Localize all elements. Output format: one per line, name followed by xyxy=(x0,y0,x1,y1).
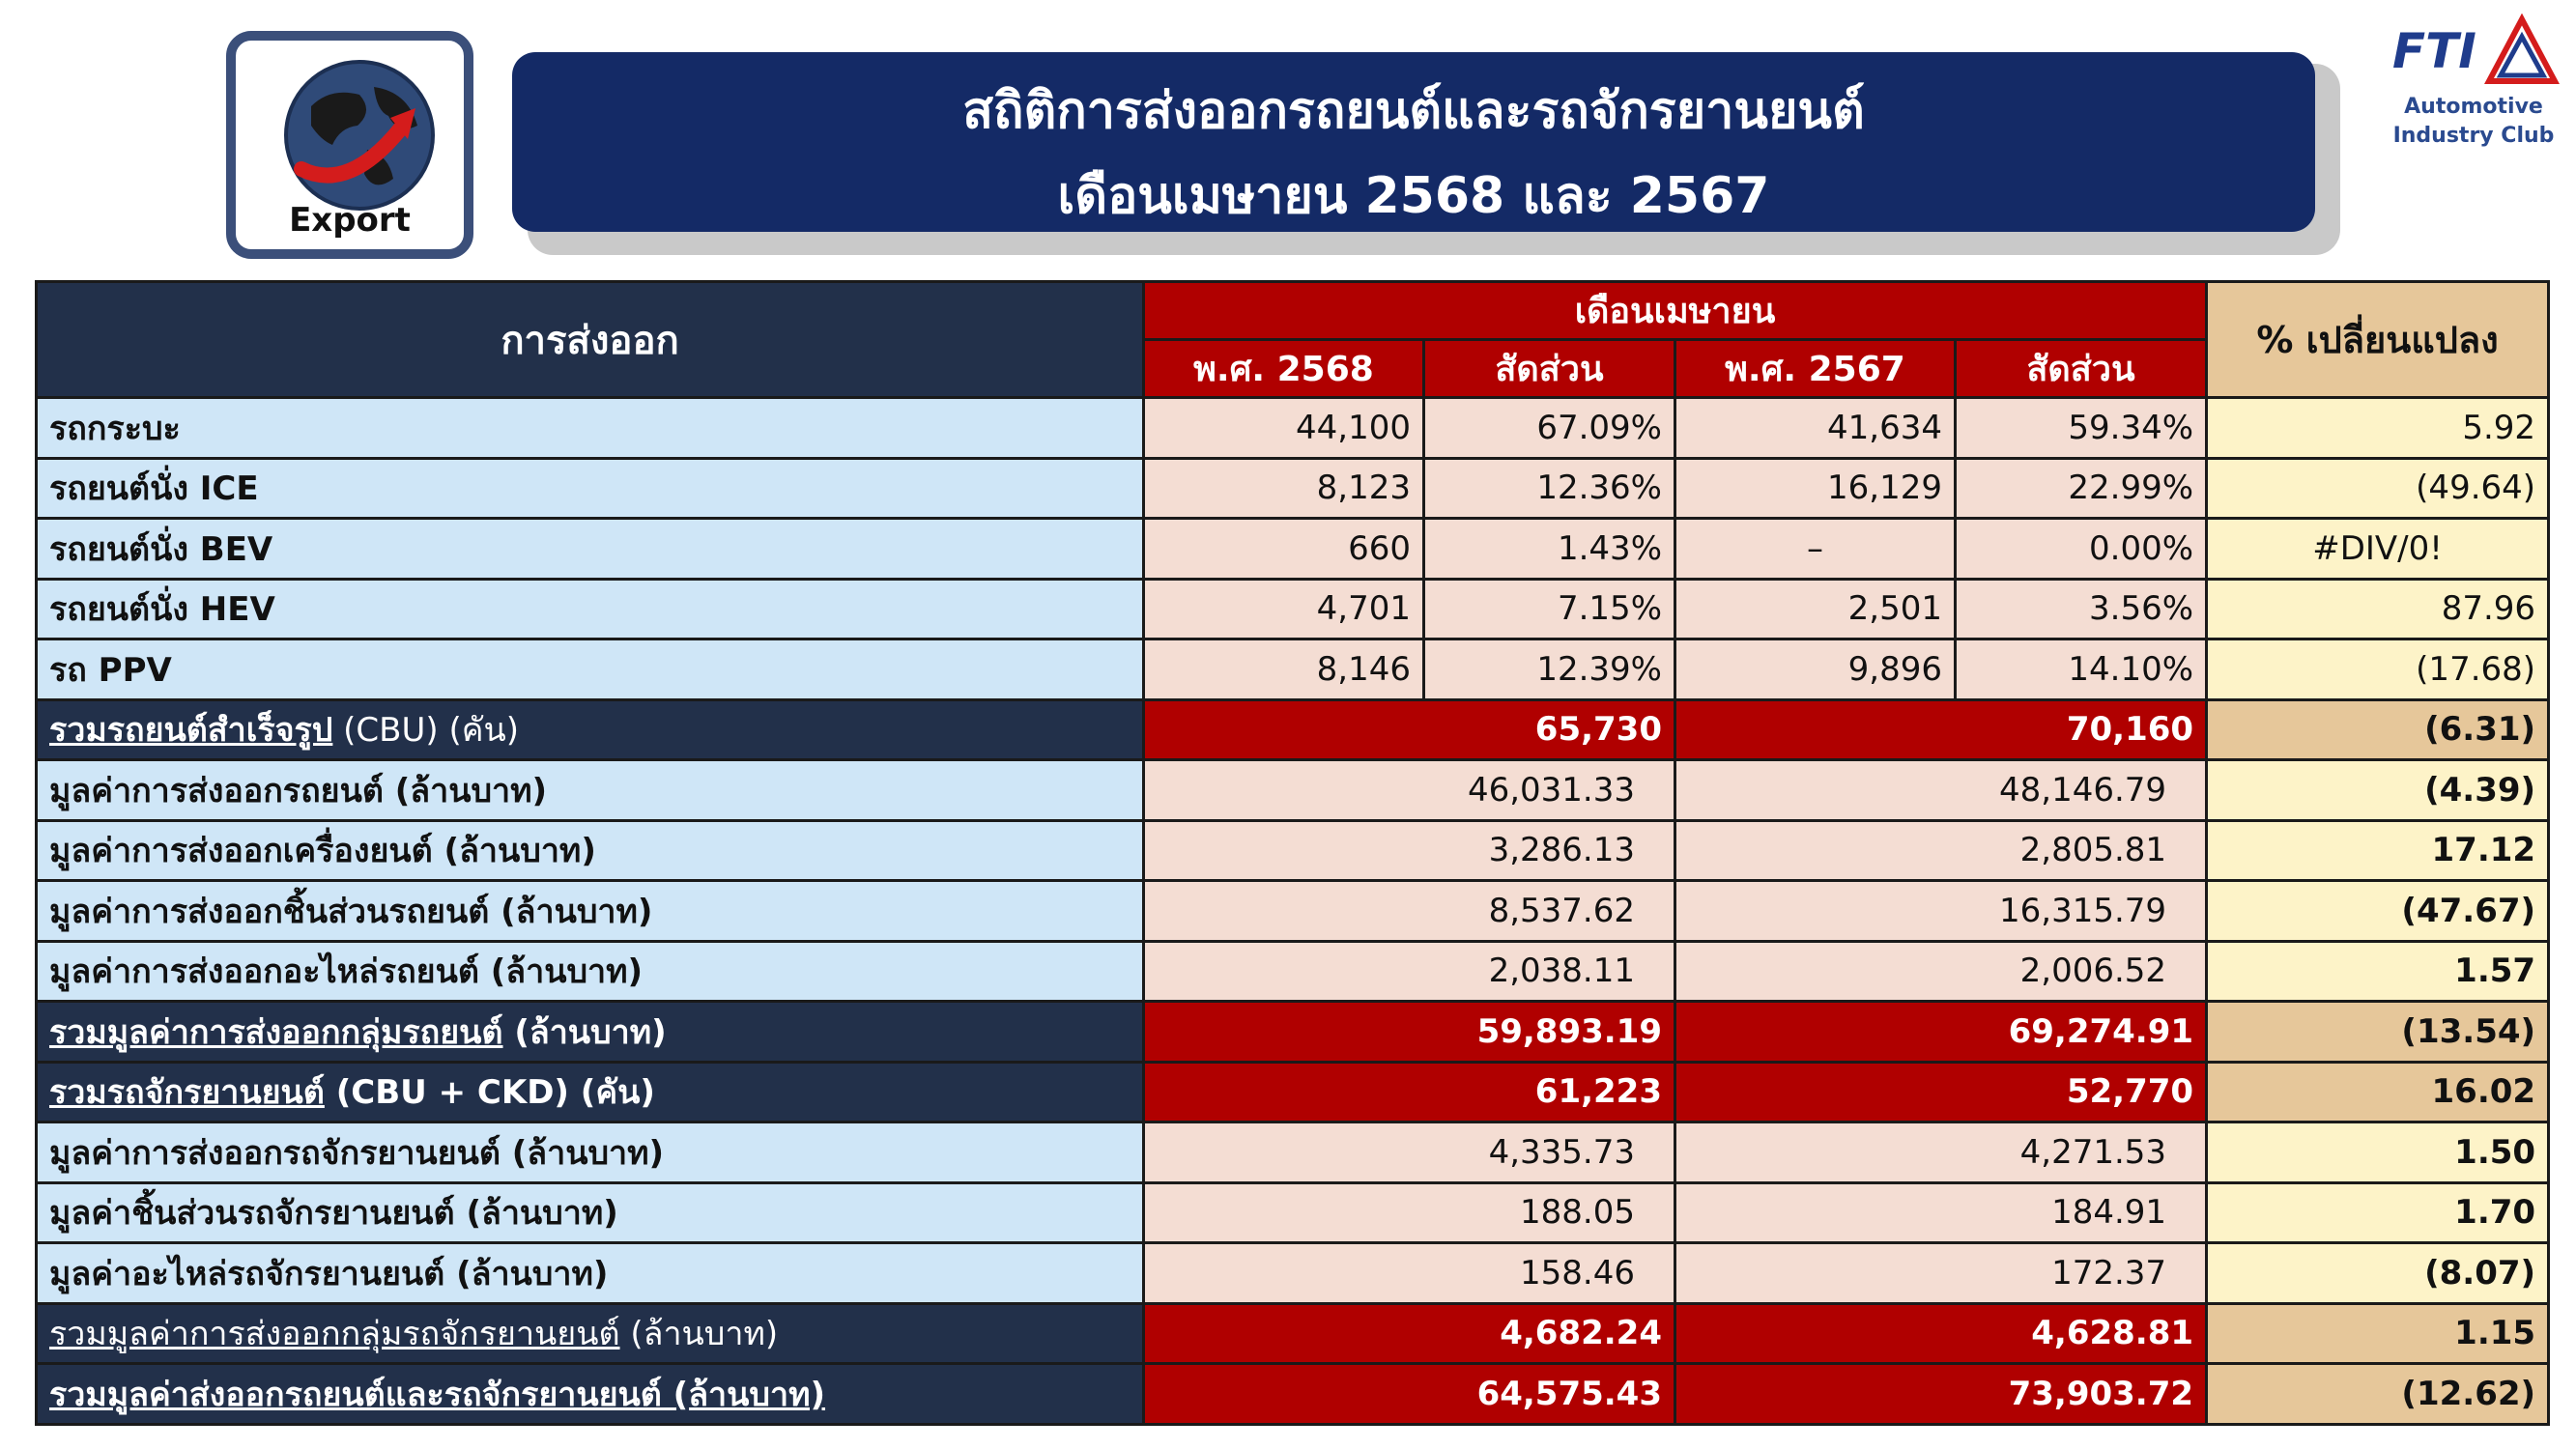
value-2568: 158.46 xyxy=(1144,1243,1675,1304)
table-row xyxy=(37,941,2549,1002)
grand-total-row xyxy=(37,1364,2549,1425)
share-2567: 22.99% xyxy=(1956,458,2207,519)
label-rest: (ล้านบาท) xyxy=(619,1315,779,1354)
table-row xyxy=(37,639,2549,700)
subheader-share-2568: สัดส่วน xyxy=(1424,340,1675,398)
value-2567: 9,896 xyxy=(1675,639,1956,700)
share-2568: 7.15% xyxy=(1424,579,1675,639)
value-2567: 16,129 xyxy=(1675,458,1956,519)
change-pct: 5.92 xyxy=(2207,398,2549,459)
table-row xyxy=(37,458,2549,519)
title-banner xyxy=(512,52,2315,232)
row-label: มูลค่าอะไหล่รถจักรยานยนต์ (ล้านบาท) xyxy=(37,1243,1144,1304)
value-2567: 2,805.81 xyxy=(1675,820,2207,881)
subheader-2567: พ.ศ. 2567 xyxy=(1675,340,1956,398)
row-label xyxy=(37,1303,1144,1364)
row-label: รถ PPV xyxy=(37,639,1144,700)
value-2568: 59,893.19 xyxy=(1144,1002,1675,1063)
change-pct: 16.02 xyxy=(2207,1062,2549,1122)
change-pct: (6.31) xyxy=(2207,699,2549,760)
change-pct: (4.39) xyxy=(2207,760,2549,821)
value-2568: 65,730 xyxy=(1144,699,1675,760)
fti-subtitle-line-1: Automotive xyxy=(2404,95,2543,119)
row-label xyxy=(37,699,1144,760)
share-2568: 1.43% xyxy=(1424,519,1675,580)
header-month: เดือนเมษายน xyxy=(1144,282,2207,340)
share-2567: 14.10% xyxy=(1956,639,2207,700)
share-2567: 0.00% xyxy=(1956,519,2207,580)
change-pct: (49.64) xyxy=(2207,458,2549,519)
value-2567: 70,160 xyxy=(1675,699,2207,760)
value-2567: – xyxy=(1675,519,1956,580)
value-2568: 188.05 xyxy=(1144,1182,1675,1243)
value-2568: 4,335.73 xyxy=(1144,1122,1675,1183)
row-label: มูลค่าการส่งออกรถยนต์ (ล้านบาท) xyxy=(37,760,1144,821)
total-row-car-group xyxy=(37,1002,2549,1063)
value-2568: 4,701 xyxy=(1144,579,1424,639)
row-label xyxy=(37,1062,1144,1122)
total-row-motorcycle-group xyxy=(37,1303,2549,1364)
value-2567: 48,146.79 xyxy=(1675,760,2207,821)
header-export: การส่งออก xyxy=(37,282,1144,398)
value-2568: 660 xyxy=(1144,519,1424,580)
export-logo xyxy=(226,31,473,259)
value-2567: 73,903.72 xyxy=(1675,1364,2207,1425)
row-label xyxy=(37,1364,1144,1425)
share-2568: 12.36% xyxy=(1424,458,1675,519)
label-rest: (CBU) (คัน) xyxy=(332,711,519,751)
row-label: มูลค่าการส่งออกอะไหล่รถยนต์ (ล้านบาท) xyxy=(37,941,1144,1002)
value-2567: 69,274.91 xyxy=(1675,1002,2207,1063)
value-2568: 64,575.43 xyxy=(1144,1364,1675,1425)
change-pct: 17.12 xyxy=(2207,820,2549,881)
value-2567: 2,006.52 xyxy=(1675,941,2207,1002)
change-pct: 1.15 xyxy=(2207,1303,2549,1364)
change-pct: 1.57 xyxy=(2207,941,2549,1002)
globe-export-icon xyxy=(282,58,437,213)
value-2567: 16,315.79 xyxy=(1675,881,2207,942)
value-2568: 3,286.13 xyxy=(1144,820,1675,881)
value-2567: 4,628.81 xyxy=(1675,1303,2207,1364)
row-label: มูลค่าชิ้นส่วนรถจักรยานยนต์ (ล้านบาท) xyxy=(37,1182,1144,1243)
row-label: มูลค่าการส่งออกรถจักรยานยนต์ (ล้านบาท) xyxy=(37,1122,1144,1183)
change-pct: (12.62) xyxy=(2207,1364,2549,1425)
value-2567: 172.37 xyxy=(1675,1243,2207,1304)
label-underlined: รวมมูลค่าการส่งออกกลุ่มรถจักรยานยนต์ xyxy=(49,1315,620,1354)
fti-triangle-icon xyxy=(2483,14,2561,91)
subheader-share-2567: สัดส่วน xyxy=(1956,340,2207,398)
share-2567: 59.34% xyxy=(1956,398,2207,459)
change-pct: 1.50 xyxy=(2207,1122,2549,1183)
change-pct: (8.07) xyxy=(2207,1243,2549,1304)
value-2567: 41,634 xyxy=(1675,398,1956,459)
change-pct: #DIV/0! xyxy=(2207,519,2549,580)
change-pct: (17.68) xyxy=(2207,639,2549,700)
value-2568: 2,038.11 xyxy=(1144,941,1675,1002)
header-change: % เปลี่ยนแปลง xyxy=(2207,282,2549,398)
value-2567: 184.91 xyxy=(1675,1182,2207,1243)
share-2567: 3.56% xyxy=(1956,579,2207,639)
table-row xyxy=(37,1243,2549,1304)
label-underlined: รวมมูลค่าส่งออกรถยนต์และรถจักรยานยนต์ (ล้านบาท) xyxy=(49,1376,826,1415)
table-row xyxy=(37,760,2549,821)
value-2568: 61,223 xyxy=(1144,1062,1675,1122)
row-label xyxy=(37,1002,1144,1063)
value-2568: 8,146 xyxy=(1144,639,1424,700)
value-2567: 4,271.53 xyxy=(1675,1122,2207,1183)
label-rest: (CBU + CKD) (คัน) xyxy=(324,1073,655,1113)
fti-logo-subtitle xyxy=(2387,93,2561,151)
title-line-1: สถิติการส่งออกรถยนต์และรถจักรยานยนต์ xyxy=(962,82,1865,140)
value-2568: 46,031.33 xyxy=(1144,760,1675,821)
export-label: Export xyxy=(289,201,411,240)
value-2568: 8,123 xyxy=(1144,458,1424,519)
table-row xyxy=(37,820,2549,881)
total-row-cbu xyxy=(37,699,2549,760)
fti-logo-text: FTI xyxy=(2392,23,2476,79)
label-underlined: รวมรถยนต์สำเร็จรูป xyxy=(49,711,333,751)
table-row xyxy=(37,1122,2549,1183)
row-label: มูลค่าการส่งออกชิ้นส่วนรถยนต์ (ล้านบาท) xyxy=(37,881,1144,942)
row-label: รถยนต์นั่ง ICE xyxy=(37,458,1144,519)
value-2568: 4,682.24 xyxy=(1144,1303,1675,1364)
change-pct: 87.96 xyxy=(2207,579,2549,639)
row-label: รถกระบะ xyxy=(37,398,1144,459)
share-2568: 12.39% xyxy=(1424,639,1675,700)
total-row-motorcycle xyxy=(37,1062,2549,1122)
value-2567: 2,501 xyxy=(1675,579,1956,639)
row-label: รถยนต์นั่ง BEV xyxy=(37,519,1144,580)
table-row xyxy=(37,398,2549,459)
row-label: รถยนต์นั่ง HEV xyxy=(37,579,1144,639)
label-underlined: รวมรถจักรยานยนต์ xyxy=(49,1073,325,1113)
row-label: มูลค่าการส่งออกเครื่องยนต์ (ล้านบาท) xyxy=(37,820,1144,881)
value-2568: 8,537.62 xyxy=(1144,881,1675,942)
table-row xyxy=(37,881,2549,942)
share-2568: 67.09% xyxy=(1424,398,1675,459)
subheader-2568: พ.ศ. 2568 xyxy=(1144,340,1424,398)
table-row xyxy=(37,1182,2549,1243)
change-pct: (47.67) xyxy=(2207,881,2549,942)
change-pct: (13.54) xyxy=(2207,1002,2549,1063)
label-rest: (ล้านบาท) xyxy=(502,1012,667,1052)
table-row xyxy=(37,519,2549,580)
export-statistics-table xyxy=(35,280,2550,1426)
title-line-2: เดือนเมษายน 2568 และ 2567 xyxy=(1057,167,1770,225)
change-pct: 1.70 xyxy=(2207,1182,2549,1243)
value-2567: 52,770 xyxy=(1675,1062,2207,1122)
fti-subtitle-line-2: Industry Club xyxy=(2392,124,2555,148)
label-underlined: รวมมูลค่าการส่งออกกลุ่มรถยนต์ xyxy=(49,1012,503,1052)
table-row xyxy=(37,579,2549,639)
value-2568: 44,100 xyxy=(1144,398,1424,459)
